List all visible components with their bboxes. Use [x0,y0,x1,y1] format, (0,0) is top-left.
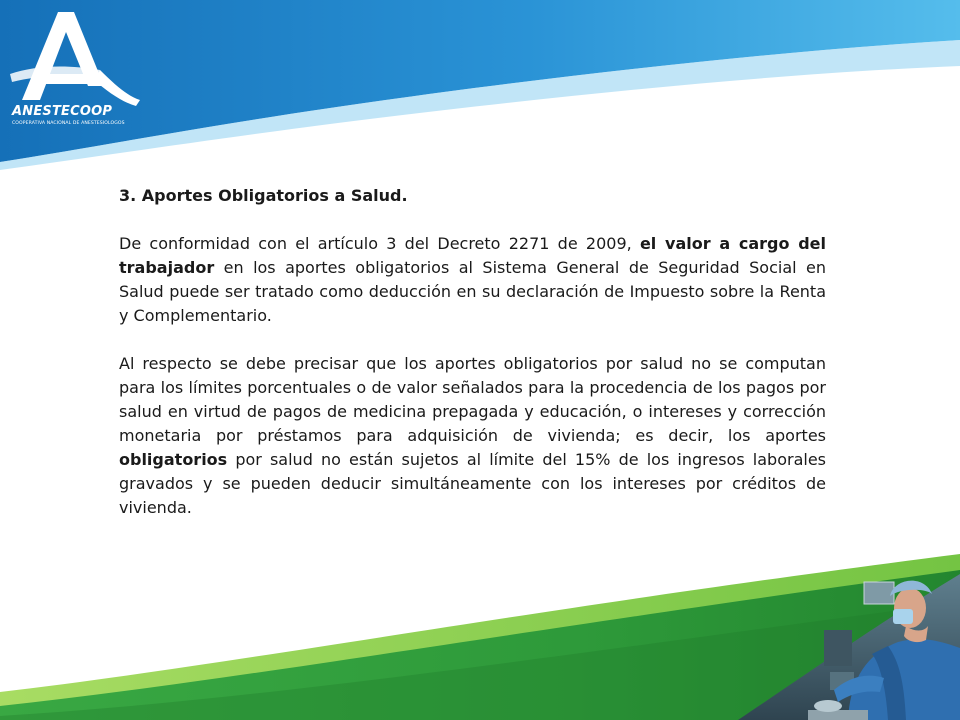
content [119,184,826,544]
section-heading: 3. Aportes Obligatorios a Salud. [119,186,408,205]
paragraph-2-bold: obligatorios [119,450,228,469]
logo-subtitle: COOPERATIVA NACIONAL DE ANESTESIOLOGOS [12,121,125,126]
doctor-photo-icon [738,560,960,720]
paragraph-2-text-end: por salud no están sujetos al límite del 15% de los ingresos laborales gravados y se pueden deducir simultáneamente con los intereses por créditos de vivienda. [119,450,826,517]
paragraph-2 [119,352,826,520]
paragraph-1-bold: el valor a cargo del trabajador [119,234,826,277]
paragraph-2-text: Al respecto se debe precisar que los aportes obligatorios por salud no se computan para los límites porcentuales o de valor señalados para la procedencia de los pagos por salud en virtud de pagos de medicina prepagada y educación, o intereses y corrección monetaria por préstamos para adquisición de vivienda; es decir, los aportes [119,354,826,445]
logo-name: ANESTECOOP [12,104,113,119]
paragraph-1-text-end: en los aportes obligatorios al Sistema General de Seguridad Social en Salud puede ser tratado como deducción en su declaración de Impuesto sobre la Renta y Complementario. [119,258,826,325]
paragraph-1-text: De conformidad con el artículo 3 del Decreto 2271 de 2009, [119,234,640,253]
paragraph-1 [119,232,826,328]
top-blue-band [0,0,960,200]
